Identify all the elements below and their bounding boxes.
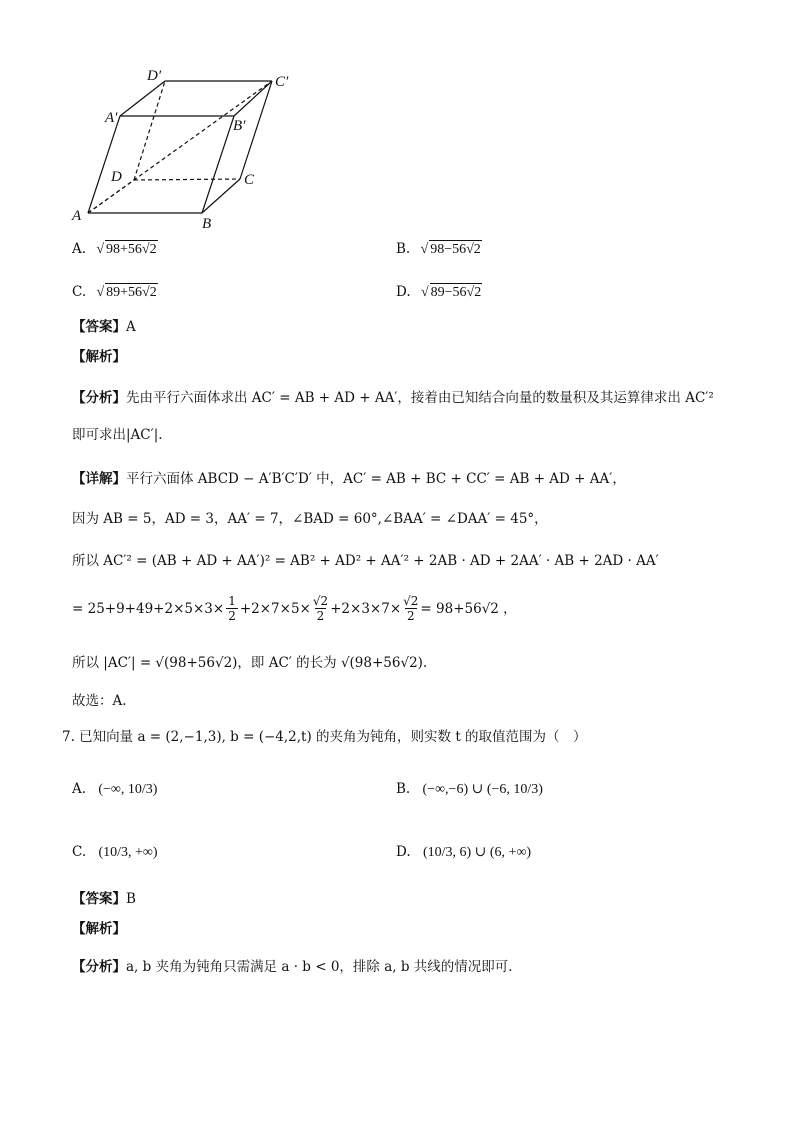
answer-tag: 【答案】: [72, 891, 126, 907]
q6-fenxi-line-2: 即可求出|AC′|.: [72, 427, 163, 443]
fenxi-tag: 【分析】: [72, 390, 126, 406]
fenxi-text: 先由平行六面体求出 AC′ = AB + AD + AA′，接着由已知结合向量的数量积及其运算律求出 AC′²: [126, 390, 714, 406]
edge-AA1: [88, 116, 120, 213]
q6-option-d[interactable]: D. √ 89−56√2: [396, 284, 482, 300]
parallelepiped-figure: [60, 60, 310, 235]
edge-DC: [134, 179, 240, 180]
q6-analysis-tag: 【解析】: [72, 349, 126, 365]
calc-part-b: +2×7×5×: [239, 600, 311, 617]
option-value: (−∞, 10/3): [98, 782, 158, 797]
q6-xiangjie-line-1: [72, 470, 626, 488]
label-A-prime: A′: [105, 110, 118, 126]
option-letter: D.: [396, 284, 411, 300]
q7-option-c[interactable]: [72, 843, 158, 862]
q7-stem: 7. 已知向量 a = (2,−1,3), b = (−4,2,t) 的夹角为钝角，则实数 t 的取值范围为（ ）: [62, 729, 587, 745]
option-letter: C.: [72, 844, 87, 860]
label-C: C: [244, 172, 255, 188]
q7-option-b[interactable]: [396, 780, 543, 799]
option-value: 98−56√2: [430, 242, 481, 257]
q6-option-c[interactable]: C. √ 89+56√2: [72, 284, 157, 300]
option-value: 89−56√2: [430, 285, 482, 300]
label-B-prime: B′: [233, 118, 246, 134]
fraction-root2-over-2: [403, 594, 418, 623]
q6-result-line: 所以 |AC′| = √(98+56√2)，即 AC′ 的长为 √(98+56√2).: [72, 655, 428, 671]
diagonal-AC1: [88, 81, 272, 213]
q6-calc-line: [72, 594, 517, 623]
fraction-denominator: 2: [316, 609, 325, 623]
fraction-denominator: 2: [228, 609, 236, 623]
calc-part-d: = 98+56√2 ，: [420, 600, 517, 617]
option-value: (10/3, 6) ∪ (6, +∞): [422, 845, 532, 860]
q6-answer: [72, 318, 136, 336]
xiangjie-tag: 【详解】: [72, 471, 126, 487]
option-letter: B.: [396, 241, 411, 257]
edge-A1D1: [120, 81, 165, 116]
q7-option-a[interactable]: [72, 780, 157, 799]
q6-option-a[interactable]: A. √ 98+56√2: [72, 241, 157, 257]
answer-value: B: [126, 891, 136, 907]
option-value: 89+56√2: [106, 285, 157, 300]
q6-choose-line: 故选：A.: [72, 693, 127, 709]
label-D-prime: D′: [147, 68, 162, 84]
xiangjie-text: 平行六面体 ABCD − A′B′C′D′ 中，AC′ = AB + BC + CC′ = AB + AD + AA′，: [126, 471, 626, 487]
edge-DD1: [134, 81, 165, 180]
option-letter: A.: [72, 241, 87, 257]
label-B: B: [202, 216, 212, 232]
option-letter: C.: [72, 284, 87, 300]
fenxi-text: a, b 夹角为钝角只需满足 a · b < 0，排除 a, b 共线的情况即可.: [126, 959, 513, 975]
option-value: (10/3, +∞): [98, 845, 158, 860]
label-D: D: [111, 169, 122, 185]
q7-option-d[interactable]: [396, 843, 531, 862]
answer-tag: 【答案】: [72, 319, 126, 335]
q7-fenxi-line: [72, 958, 513, 976]
option-value: 98+56√2: [106, 242, 157, 257]
option-letter: A.: [72, 781, 87, 797]
fraction-numerator: √2: [403, 594, 419, 608]
fraction-half: [226, 594, 238, 623]
calc-part-c: +2×3×7×: [330, 600, 402, 617]
fraction-denominator: 2: [406, 609, 415, 623]
q6-square-line: 所以 AC′² = (AB + AD + AA′)² = AB² + AD² + AA′² + 2AB · AD + 2AA′ · AB + 2AD · AA′: [72, 553, 659, 569]
fraction-numerator: √2: [312, 594, 329, 608]
fenxi-tag: 【分析】: [72, 959, 126, 975]
q6-fenxi-line-1: [72, 389, 714, 407]
answer-value: A: [126, 319, 136, 335]
q6-given-line: 因为 AB = 5，AD = 3，AA′ = 7，∠BAD = 60°,∠BAA′ = ∠DAA′ = 45°，: [72, 511, 548, 527]
option-letter: D.: [396, 844, 411, 860]
q7-analysis-tag: 【解析】: [72, 921, 126, 937]
q6-option-b[interactable]: B. √ 98−56√2: [396, 241, 481, 257]
option-letter: B.: [396, 781, 411, 797]
label-C-prime: C′: [275, 74, 289, 90]
label-A: A: [72, 208, 82, 224]
fraction-root2-over-2: [313, 594, 328, 623]
fraction-numerator: 1: [228, 594, 236, 608]
option-value: (−∞,−6) ∪ (−6, 10/3): [422, 782, 543, 797]
calc-part-a: = 25+9+49+2×5×3×: [72, 600, 225, 617]
q7-answer: [72, 890, 136, 908]
